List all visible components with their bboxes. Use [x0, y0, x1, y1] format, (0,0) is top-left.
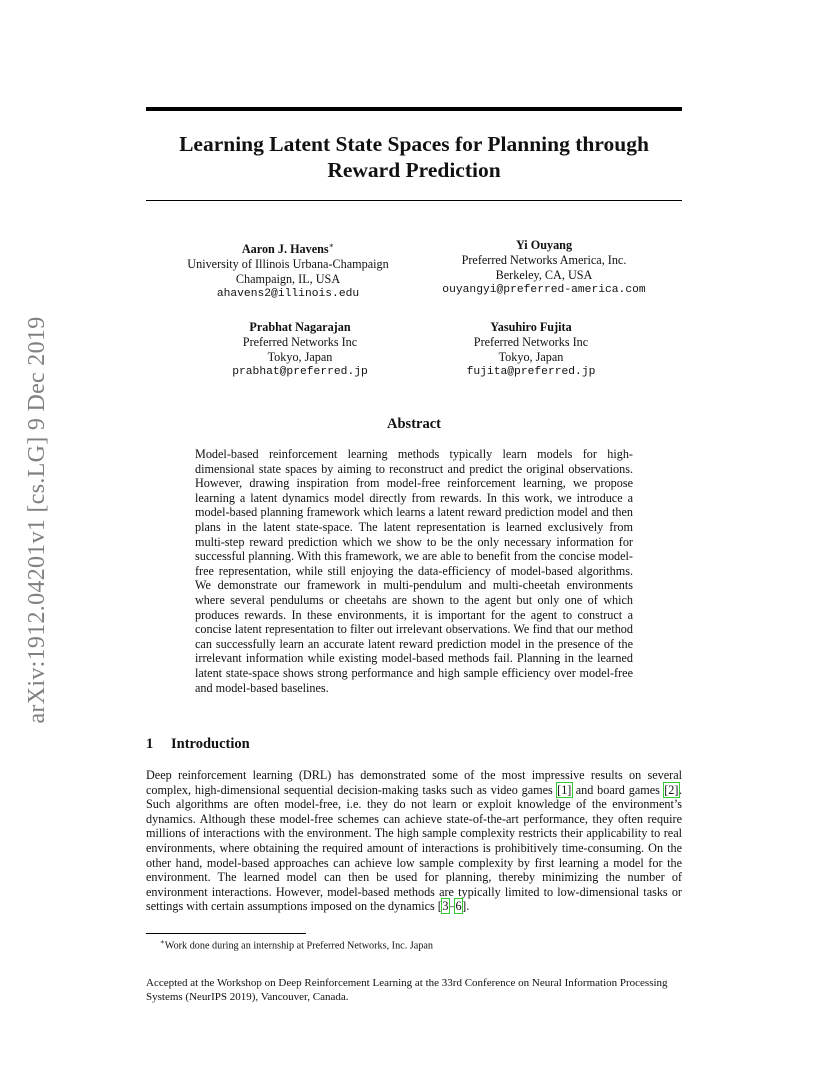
venue-note: Accepted at the Workshop on Deep Reinforcement Learning at the 33rd Conference on Neural Information Processing Systems (NeurIPS 2019), Vancouver, Canada.: [146, 977, 668, 1003]
intro-text: Deep reinforcement learning (DRL) has demonstrated some of the most impressive results on several complex, high-dimensional sequential decision-making tasks such as video games: [146, 768, 682, 797]
author-affiliation: University of Illinois Urbana-Champaign: [187, 257, 389, 272]
author-footnote-mark: ∗: [328, 241, 335, 250]
author-block-1: [170, 238, 406, 302]
abstract-heading: Abstract: [387, 416, 441, 432]
author-email: ahavens2@illinois.edu: [216, 288, 360, 301]
citation-link-3[interactable]: 3: [442, 899, 449, 914]
intro-text: .: [466, 899, 470, 914]
title-top-rule: [146, 107, 682, 111]
citation-link-2[interactable]: [2]: [664, 782, 679, 797]
author-location: Champaign, IL, USA: [235, 272, 341, 287]
citation-link-1[interactable]: [1]: [557, 782, 572, 797]
author-name: Yi Ouyang: [515, 238, 573, 252]
intro-text: . Such algorithms are often model-free, i.e. they do not learn or exploit knowledge of the environment’s dynamics. Although these model-free schemes can achieve state-of-the-art performance, they often require millions of interactions with the environment. The high sample complexity restricts their applicability to real environments, where obtaining the required amount of interactions is prohibitively time-consuming. On the other hand, model-based approaches can achieve low sample complexity by first learning a model for the environment. The learned model can then be used for planning, thereby minimizing the number of environment interactions. However, model-based methods are typically limited to low-dimensional tasks or settings with certain assumptions imposed on the dynamics: [146, 782, 682, 914]
author-affiliation: Preferred Networks Inc: [242, 335, 358, 349]
author-block-3: [182, 320, 418, 380]
author-name: Prabhat Nagarajan: [249, 320, 351, 334]
arxiv-identifier: arXiv:1912.04201v1 [cs.LG] 9 Dec 2019: [24, 316, 50, 724]
author-affiliation: Preferred Networks Inc: [473, 335, 589, 349]
introduction-paragraph: Deep reinforcement learning (DRL) has demonstrated some of the most impressive results on several complex, high-dimensional sequential decision-making tasks such as video games [1] and board games [2]. Such algorithms are often model-free, i.e. they do not learn or exploit knowledge of the environment’s dynamics. Although these model-free schemes can achieve state-of-the-art performance, they often require millions of interactions with the environment. The high sample complexity restricts their applicability to real environments, where obtaining the required amount of interactions is prohibitively time-consuming. On the other hand, model-based approaches can achieve low sample complexity by first learning a model for the environment. The learned model can then be used for planning, thereby minimizing the number of environment interactions. However, model-based methods are typically limited to low-dimensional tasks or settings with certain assumptions imposed on the dynamics [3–6].: [146, 768, 682, 914]
intro-text: and board games: [571, 782, 664, 797]
section-title: Introduction: [171, 736, 250, 752]
title-bottom-rule: [146, 200, 682, 201]
author-location: Tokyo, Japan: [267, 350, 333, 364]
author-name: Aaron J. Havens∗: [241, 241, 335, 257]
footnote: [160, 936, 433, 952]
author-email: ouyangyi@preferred-america.com: [442, 284, 646, 296]
section-number: 1: [146, 736, 154, 752]
author-name: Yasuhiro Fujita: [490, 320, 572, 334]
author-location: Tokyo, Japan: [498, 350, 564, 364]
author-email: prabhat@preferred.jp: [232, 366, 368, 378]
abstract-body: Model-based reinforcement learning methods typically learn models for high-dimensional state spaces by aiming to reconstruct and predict the original observations. However, drawing inspiration from model-free reinforcement learning, we propose learning a latent dynamics model directly from rewards. In this work, we introduce a model-based planning framework which learns a latent reward prediction model and then plans in the latent state-space. The latent representation is learned exclusively from multi-step reward prediction which we show to be the only necessary information for successful planning. With this framework, we are able to benefit from the concise model-free representation, while still enjoying the data-efficiency of model-based algorithms. We demonstrate our framework in multi-pendulum and multi-cheetah environments where several pendulums or cheetahs are shown to the agent but only one of which produces rewards. In these environments, it is important for the agent to construct a concise latent representation to filter out irrelevant observations. We find that our method can successfully learn an accurate latent reward prediction model in the presence of the irrelevant information while existing model-based methods fail. Planning in the learned latent state-space shows strong performance and high sample efficiency over model-free and model-based baselines.: [195, 447, 633, 695]
author-affiliation: Preferred Networks America, Inc.: [461, 253, 627, 267]
footnote-mark: ∗: [160, 938, 165, 946]
footnote-rule: [146, 933, 306, 934]
author-email: fujita@preferred.jp: [466, 366, 596, 378]
author-location: Berkeley, CA, USA: [495, 268, 593, 282]
title-line-1: Learning Latent State Spaces for Planning through: [179, 132, 649, 156]
citation-range-dash: –: [448, 899, 456, 914]
author-block-4: [413, 320, 649, 380]
footnote-text: Work done during an internship at Preferred Networks, Inc. Japan: [164, 940, 433, 952]
author-block-2: [426, 238, 662, 298]
citation-link-6[interactable]: 6: [455, 899, 462, 914]
section-heading-introduction: [146, 736, 250, 753]
paper-title: [146, 131, 682, 183]
title-line-2: Reward Prediction: [327, 158, 501, 182]
